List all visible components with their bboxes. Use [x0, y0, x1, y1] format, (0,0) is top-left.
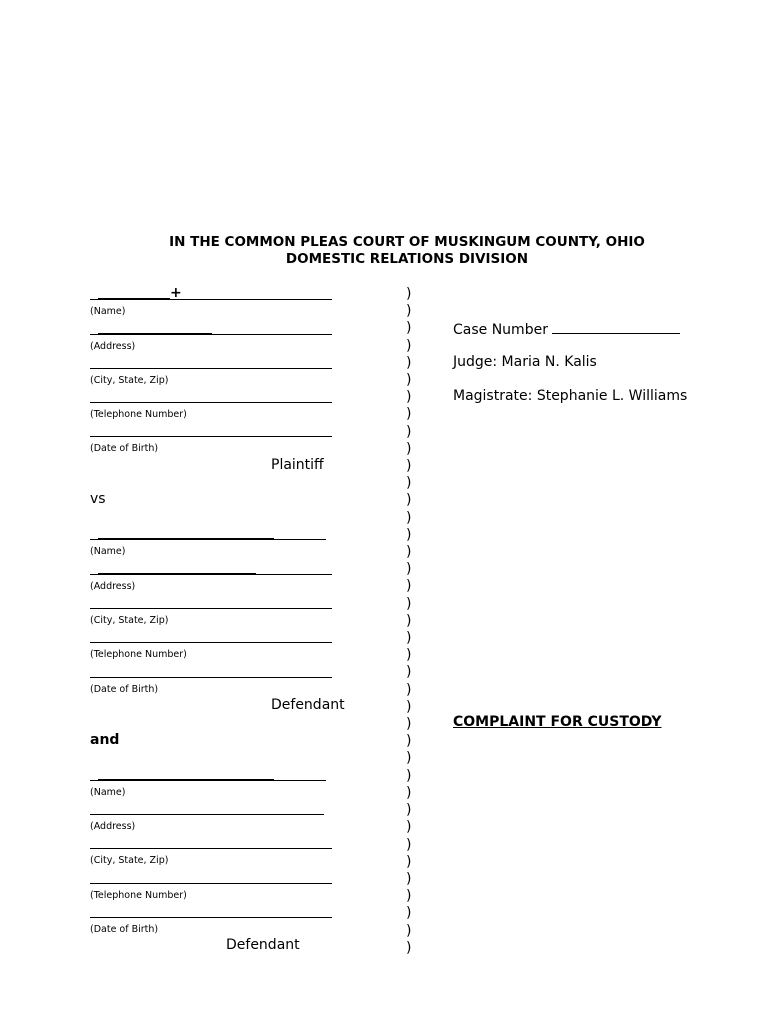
- caption-paren: ): [406, 492, 412, 509]
- defendant1-dob-line[interactable]: [90, 677, 332, 678]
- defendant2-city-line[interactable]: [90, 848, 332, 849]
- caption-paren: ): [406, 733, 412, 750]
- plaintiff-address-line[interactable]: [90, 334, 332, 335]
- division-title: DOMESTIC RELATIONS DIVISION: [285, 251, 529, 267]
- caption-paren: ): [406, 853, 412, 870]
- defendant2-dob-line[interactable]: [90, 917, 332, 918]
- case-number-field[interactable]: [552, 319, 680, 334]
- defendant1-city-label: (City, State, Zip): [90, 615, 169, 626]
- defendant1-phone-line[interactable]: [90, 642, 332, 643]
- caption-paren: ): [406, 750, 412, 767]
- caption-paren: ): [406, 303, 412, 320]
- plaintiff-city-line[interactable]: [90, 368, 332, 369]
- defendant2-city-label: (City, State, Zip): [90, 855, 169, 866]
- vs-text: vs: [90, 491, 106, 507]
- defendant2-phone-line[interactable]: [90, 883, 332, 884]
- caption-paren: ): [406, 423, 412, 440]
- caption-paren: ): [406, 664, 412, 681]
- caption-paren: ): [406, 595, 412, 612]
- caption-paren: ): [406, 870, 412, 887]
- caption-paren: ): [406, 475, 412, 492]
- caption-paren: ): [406, 526, 412, 543]
- caption-paren: ): [406, 458, 412, 475]
- defendant2-dob-label: (Date of Birth): [90, 924, 159, 935]
- caption-paren: ): [406, 286, 412, 302]
- plaintiff-name-mark: +: [170, 285, 182, 301]
- plaintiff-name-line[interactable]: [90, 299, 332, 300]
- defendant2-name-label: (Name): [90, 787, 126, 798]
- plaintiff-dob-label: (Date of Birth): [90, 443, 159, 454]
- caption-paren: ): [406, 578, 412, 595]
- caption-paren: ): [406, 716, 412, 733]
- caption-paren: ): [406, 440, 412, 457]
- caption-paren: ): [406, 372, 412, 389]
- case-number-label: Case Number: [453, 322, 548, 338]
- defendant1-address-line[interactable]: [90, 574, 332, 575]
- defendant1-city-line[interactable]: [90, 608, 332, 609]
- caption-paren: ): [406, 630, 412, 647]
- defendant1-name-label: (Name): [90, 546, 126, 557]
- defendant1-role: Defendant: [271, 697, 345, 713]
- caption-paren: ): [406, 544, 412, 561]
- defendant2-name-line[interactable]: [90, 780, 326, 781]
- defendant1-dob-label: (Date of Birth): [90, 684, 159, 695]
- defendant2-phone-label: (Telephone Number): [90, 890, 187, 901]
- case-number: [453, 319, 680, 338]
- defendant2-role: Defendant: [226, 937, 300, 953]
- caption-paren: ): [406, 561, 412, 578]
- caption-paren: ): [406, 647, 412, 664]
- plaintiff-phone-line[interactable]: [90, 402, 332, 403]
- caption-paren: ): [406, 698, 412, 715]
- caption-paren: ): [406, 939, 412, 956]
- caption-paren: ): [406, 337, 412, 354]
- caption-paren: ): [406, 320, 412, 337]
- plaintiff-name-label: (Name): [90, 306, 126, 317]
- document-title: COMPLAINT FOR CUSTODY: [453, 714, 662, 730]
- caption-paren: ): [406, 836, 412, 853]
- and-text: and: [90, 732, 120, 748]
- plaintiff-role: Plaintiff: [271, 457, 324, 473]
- judge-text: Judge: Maria N. Kalis: [453, 354, 597, 370]
- caption-paren: ): [406, 389, 412, 406]
- defendant1-address-label: (Address): [90, 581, 136, 592]
- plaintiff-city-label: (City, State, Zip): [90, 375, 169, 386]
- plaintiff-phone-label: (Telephone Number): [90, 409, 187, 420]
- caption-paren: ): [406, 612, 412, 629]
- caption-paren: ): [406, 354, 412, 371]
- caption-paren: ): [406, 681, 412, 698]
- caption-paren: ): [406, 802, 412, 819]
- caption-paren: ): [406, 767, 412, 784]
- caption-paren: ): [406, 888, 412, 905]
- court-title: IN THE COMMON PLEAS COURT OF MUSKINGUM COUNTY, OHIO: [169, 234, 645, 250]
- plaintiff-dob-line[interactable]: [90, 436, 332, 437]
- caption-paren: ): [406, 509, 412, 526]
- caption-paren: ): [406, 905, 412, 922]
- defendant2-address-label: (Address): [90, 821, 136, 832]
- plaintiff-address-label: (Address): [90, 341, 136, 352]
- caption-paren: ): [406, 819, 412, 836]
- caption-parentheses: [406, 286, 411, 957]
- defendant1-phone-label: (Telephone Number): [90, 649, 187, 660]
- caption-paren: ): [406, 784, 412, 801]
- magistrate-text: Magistrate: Stephanie L. Williams: [453, 388, 688, 404]
- defendant2-address-line[interactable]: [90, 814, 324, 815]
- caption-paren: ): [406, 406, 412, 423]
- defendant1-name-line[interactable]: [90, 539, 326, 540]
- caption-paren: ): [406, 922, 412, 939]
